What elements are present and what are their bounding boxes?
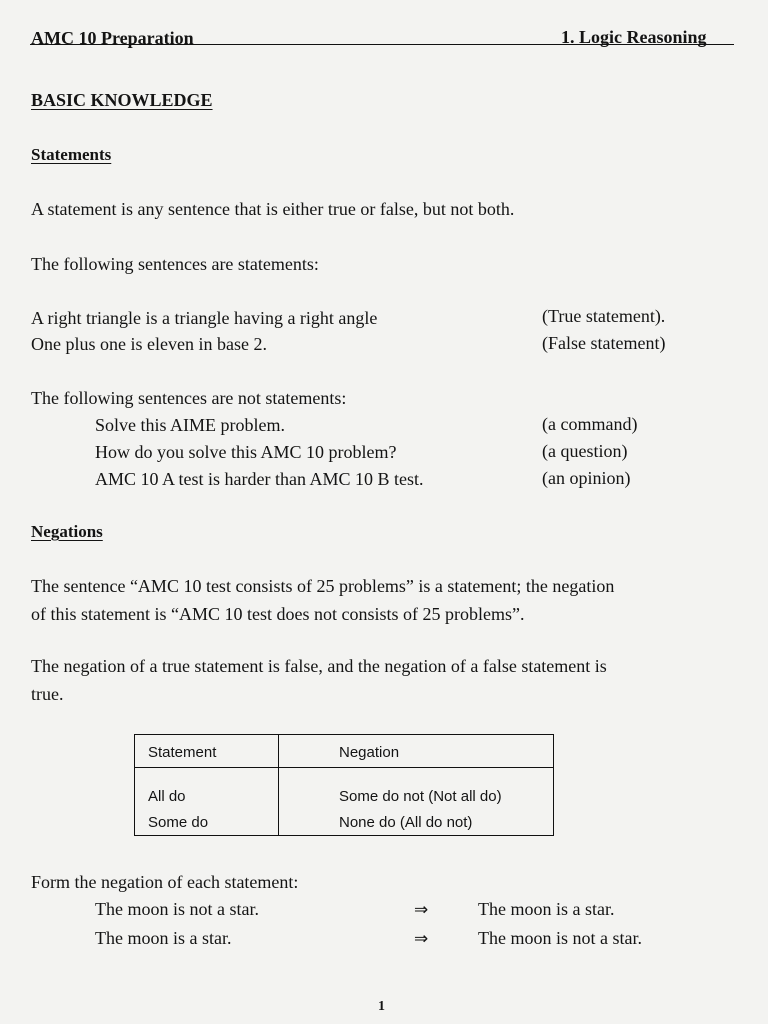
implies-arrow-icon: ⇒: [414, 900, 429, 920]
table-cell: None do (All do not): [339, 814, 473, 831]
example-statement: One plus one is eleven in base 2.: [31, 334, 267, 354]
header-rule: [30, 44, 734, 45]
example-note: (False statement): [542, 333, 666, 353]
exercise-negation: The moon is not a star.: [478, 928, 642, 948]
negation-table: [134, 734, 554, 836]
exercise-intro: Form the negation of each statement:: [31, 872, 299, 892]
negations-heading: Negations: [31, 522, 103, 541]
header-right: 1. Logic Reasoning: [561, 27, 707, 47]
table-cell: Some do not (Not all do): [339, 788, 502, 805]
table-header-negation: Negation: [339, 744, 400, 761]
page-number: 1: [378, 999, 385, 1014]
implies-arrow-icon: ⇒: [414, 929, 429, 949]
non-statement-example: AMC 10 A test is harder than AMC 10 B test.: [95, 469, 424, 489]
negation-paragraph-line: The sentence “AMC 10 test consists of 25 problems” is a statement; the negation: [31, 576, 615, 596]
table-header-statement: Statement: [148, 744, 217, 761]
exercise-negation: The moon is a star.: [478, 899, 615, 919]
negation-paragraph-line: of this statement is “AMC 10 test does not consists of 25 problems”.: [31, 604, 525, 624]
non-statement-note: (a question): [542, 441, 628, 461]
statements-intro: The following sentences are statements:: [31, 254, 319, 274]
section-title: BASIC KNOWLEDGE: [31, 90, 213, 110]
exercise-statement: The moon is a star.: [95, 928, 232, 948]
statement-definition: A statement is any sentence that is either true or false, but not both.: [31, 199, 515, 219]
table-cell: All do: [148, 788, 186, 805]
non-statements-intro: The following sentences are not statements:: [31, 388, 347, 408]
table-divider: [135, 767, 553, 768]
table-divider: [278, 735, 279, 835]
non-statement-note: (a command): [542, 414, 638, 434]
non-statement-example: How do you solve this AMC 10 problem?: [95, 442, 397, 462]
table-cell: Some do: [148, 814, 209, 831]
example-note: (True statement).: [542, 306, 666, 326]
non-statement-example: Solve this AIME problem.: [95, 415, 285, 435]
negation-rule-line: true.: [31, 684, 64, 704]
example-statement: A right triangle is a triangle having a right angle: [31, 308, 378, 328]
header-left: AMC 10 Preparation: [31, 28, 194, 48]
non-statement-note: (an opinion): [542, 468, 631, 488]
statements-heading: Statements: [31, 145, 112, 164]
negation-rule-line: The negation of a true statement is false, and the negation of a false statement is: [31, 656, 607, 676]
exercise-statement: The moon is not a star.: [95, 899, 259, 919]
